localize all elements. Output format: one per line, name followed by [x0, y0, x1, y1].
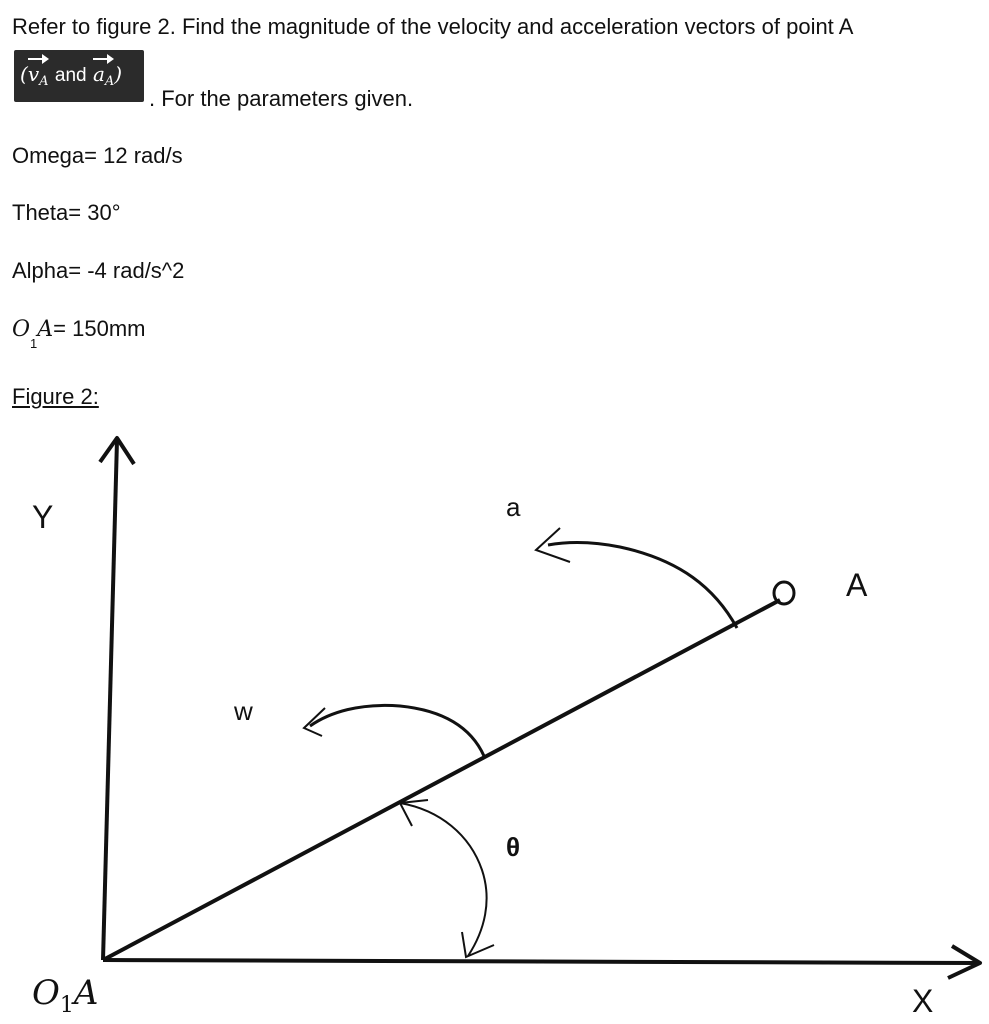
acceleration-label: a — [506, 492, 521, 522]
question-text-continued: . For the parameters given. — [149, 86, 414, 111]
param-length: $O_1A= 150mm$ — [12, 316, 146, 351]
rod-o1a — [103, 600, 780, 960]
velocity-vector-symbol: $v_A$ — [27, 62, 49, 89]
y-axis-label: Y — [32, 499, 54, 535]
figure-title: Figure 2: — [12, 384, 99, 409]
param-alpha: Alpha= -4 rad/s^2 — [12, 258, 185, 283]
vector-notation-image: ($v_A$ and $a_A$) — [14, 50, 144, 102]
point-a-circle — [774, 582, 794, 604]
point-a-label: A — [846, 567, 868, 603]
param-omega: Omega= 12 rad/s — [12, 143, 183, 168]
param-theta: Theta= 30° — [12, 200, 121, 225]
x-axis-label: X — [912, 983, 934, 1019]
origin-label: $O_1A$ — [32, 973, 99, 1018]
figure-diagram — [0, 420, 989, 1024]
acceleration-vector-symbol: $a_A$ — [92, 62, 115, 89]
y-axis — [103, 440, 117, 960]
theta-label: θ — [506, 832, 521, 862]
omega-label: w — [234, 696, 253, 726]
theta-arc — [400, 803, 487, 956]
x-axis — [103, 960, 978, 963]
question-text: Refer to figure 2. Find the magnitude of the velocity and acceleration vectors of point A — [12, 14, 854, 39]
omega-arc — [310, 705, 484, 756]
and-label: and — [54, 65, 87, 86]
acceleration-arc — [548, 543, 737, 628]
